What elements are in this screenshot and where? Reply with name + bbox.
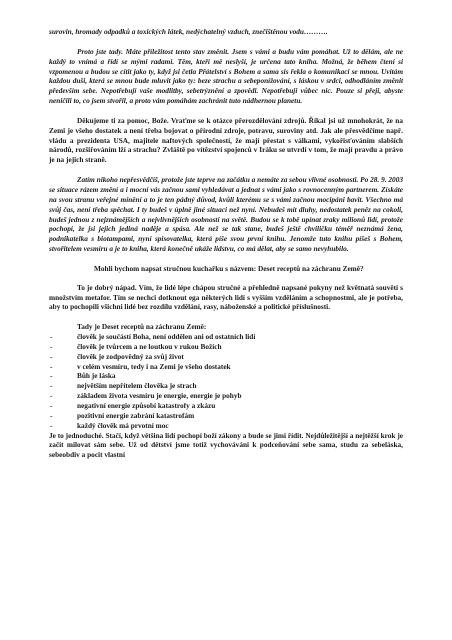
list-item: - člověk je tvůrcem a ne loutkou v rukou Božích bbox=[50, 341, 222, 351]
list-item: - člověk je zodpovědný za svůj život bbox=[50, 351, 184, 361]
closing-paragraph: Je to jednoduché. Stačí, když většina lidí pochopí boží zákony a bude se jimi řídit. Nejdůležitější a nejtěžší krok je začít milovat sám sebe. Už od dětství jsme totiž vychováváni k podceňování sebe sama, studu za sebeláska, sebeobdiv a pocit vlastní bbox=[49, 430, 403, 460]
document-page bbox=[49, 27, 403, 464]
list-item: - v celém vesmíru, tedy i na Zemi je všeho dostatek bbox=[50, 361, 231, 371]
recipe-list bbox=[49, 332, 403, 430]
question-text: Mohli bychom napsat stručnou kuchařku s názvem: Deset receptů na záchranu Země? bbox=[94, 263, 364, 273]
paragraph-2: Proto jste tady. Máte příležitost tento stav změnit. Jsem s vámi a budu vám pomáhat. Už to dělám, ale ne každý to vnímá a řídí se mými radami. Těm, kteří mě neslyší, je určena tato kniha. Možná, že během čtení si vzpomenou a budou se cítit jako ty, když jsi četla Přátelství s Bohem a sama sis řekla o komunikaci se mnou. Uvítám každou duši, která se mnou bude mluvit jako ty: beze strachu a sebeponíżování, s láskou v srdci, odhodláním změnit především sebe. Nepotřebují vaše modlitby, sebetrýznění a zpovědi. Nepotřebuji vůbec nic. Pouze si přeji, abyste neničili to, co jsem stvořil, a proto vám pomáhám zachránit tuto nádhernou planetu. bbox=[49, 46, 403, 106]
list-item: - Bůh je láska bbox=[50, 371, 116, 381]
paragraph-3: Děkujeme ti za pomoc, Bože. Vraťme se k otázce přerozdělování zdrojů. Říkal jsi už mnohokrát, že na Zemi je všeho dostatek a není třeba bojovat o přírodní zdroje, potravu, suroviny atd. Jak ale přesvědčíme např. vládu a prezidenta USA, majitele naftových společností, že mají přestat s válkami, vykořisťováním slabších národů, rozšiřováním lží a strachu? Zvláště po vítězství spojenců v Iráku se utvrdí v tom, že mají pravdu a právo je na jejich straně. bbox=[49, 115, 403, 165]
question-block bbox=[49, 264, 403, 274]
list-item: - negativní energie způsobí katastrofy a zkázu bbox=[50, 401, 216, 410]
list-item: - největším nepřítelem člověka je strach bbox=[50, 381, 197, 391]
answer-paragraph: To je dobrý nápad. Vím, že lidé lépe chápou stručné a přehledně napsané pokyny než květnatá souvětí s množstvím metafor. Tím se nechci dotknout ega některých lidí s vyšším vzděláním a schopnostmi, ale je potřeba, aby to pochopili všichni lidé bez rozdílu vzdělání, rasy, náboženské a politické příslušnosti. bbox=[49, 282, 403, 312]
list-title: Tady je Deset receptů na záchranu Země: bbox=[77, 322, 207, 332]
paragraph-1: surovin, hromady odpadků a toxických látek, nedýchatelný vzduch, znečištěnou vodu………. bbox=[49, 27, 328, 36]
paragraph-4: Zatím nikoho nepřesvědčíš, protože jste teprve na začátku a nemáte za sebou vlivné osobnosti. Po 28. 9. 2003 se situace rázem změní a i mocní vás začnou sami vyhledávat a jednat s vámi jako s rovnocenným partnerem. Získáte na svou stranu veřejné mínění a to je ten pádný důvod, kvůli kterému se s vámi začnou mocipáni bavit. Všechno má svůj čas, není třeba spěchat. I ty budeš v úplně jiné situaci než nyní. Nebudeš mít dluhy, nedostatek peněz na cokoli, budeš jednou z nejznámějších a nejvlivnějších osobností na světě. Budou se k tobě upínat zraky milionů lidí, protože pochopí, že jsi jejich jediná naděje a spása. Ale než se tak stane, budeš ještě chviličku téměř neznámá žena, podnikatelka s biotampami, nyní spisovatelka, která píše svou první knihu. Jenomže tuto knihu píšeš s Bohem, stvořitelem vesmíru a je to kniha, která konečně ukáže lidstvu, co má dělat, aby se samo nevyhubilo. bbox=[49, 175, 403, 254]
list-item: - základem života vesmíru je energie, energie je pohyb bbox=[50, 391, 242, 401]
list-item: - člověk je součástí Boha, není oddělen ani od ostatních lidí bbox=[50, 332, 256, 342]
list-item: - každý člověk má prvotní moc bbox=[50, 420, 169, 430]
list-item: - pozitivní energie zabrání katastrofám bbox=[50, 410, 195, 420]
